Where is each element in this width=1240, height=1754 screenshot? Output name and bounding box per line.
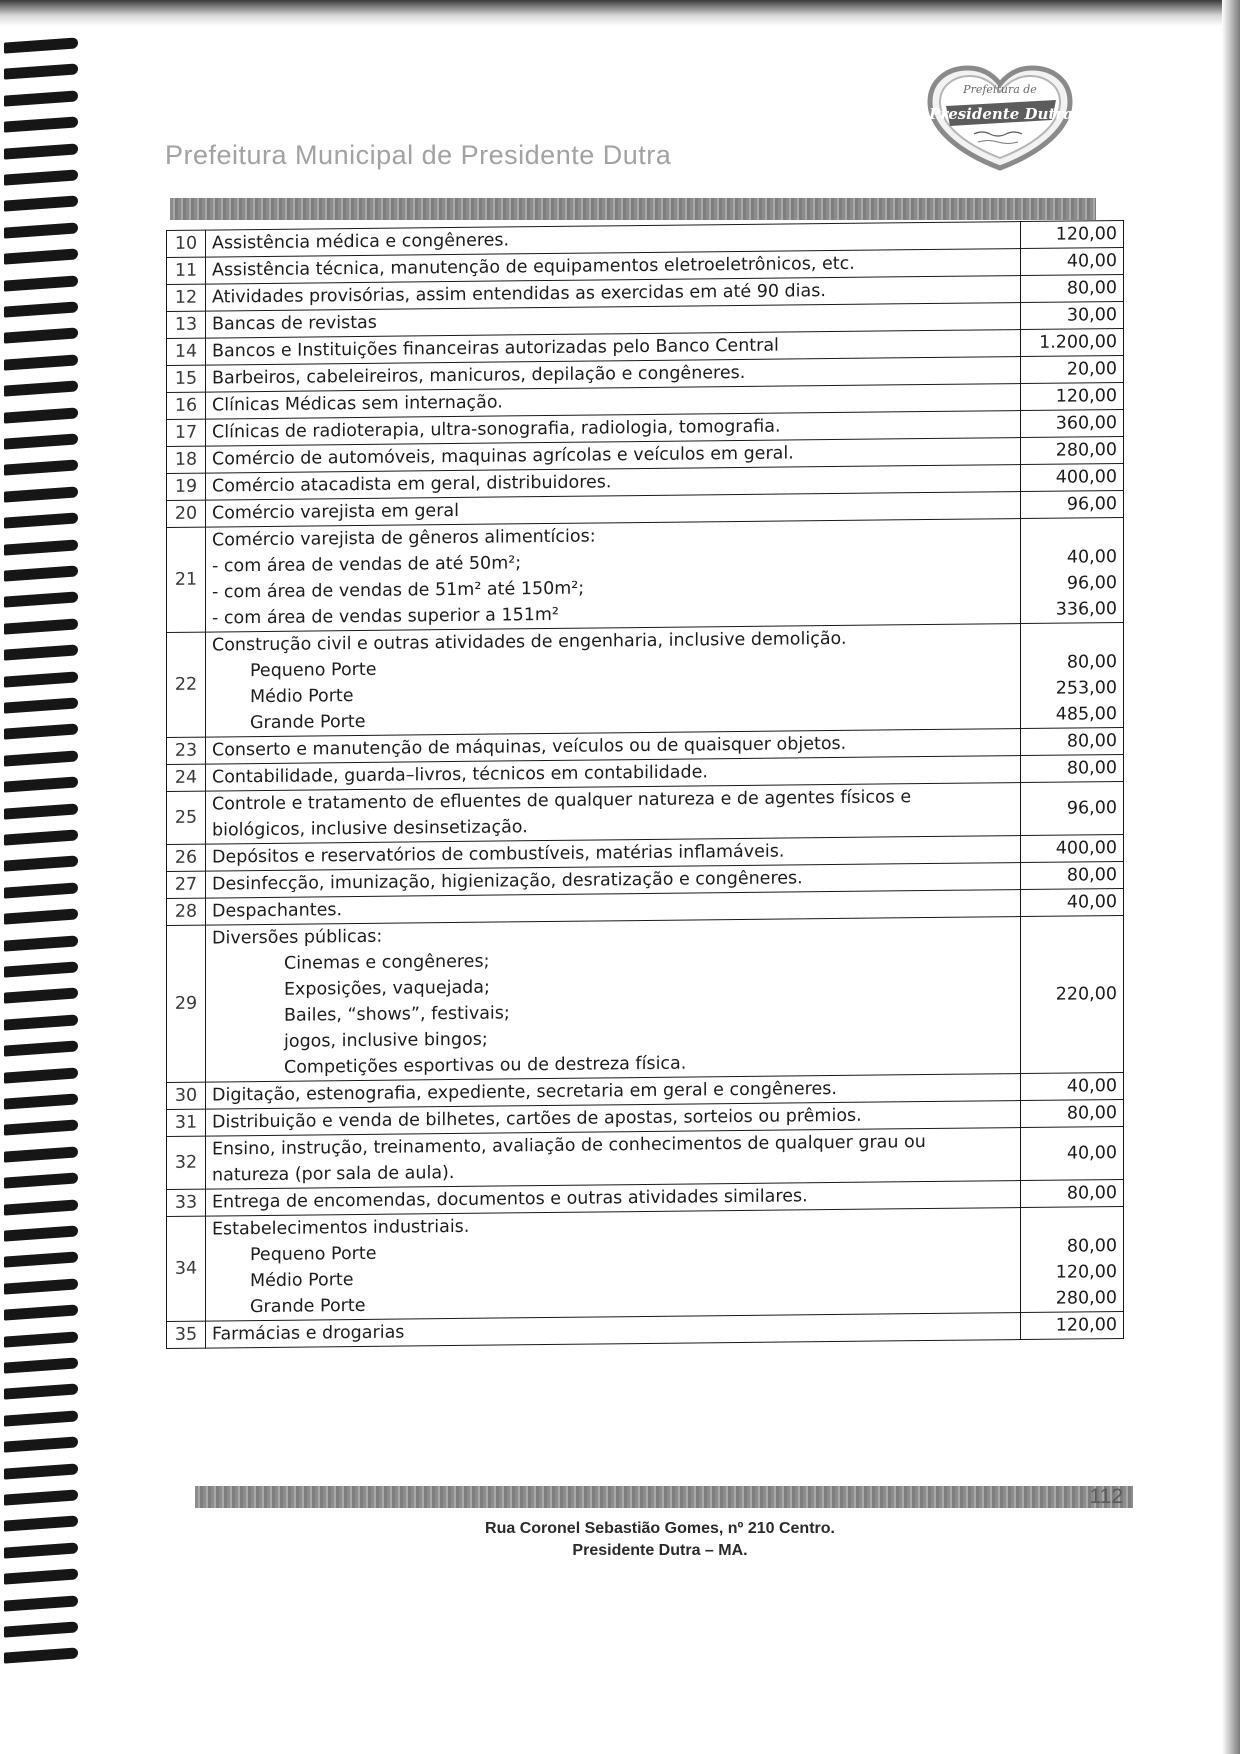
binding-coil bbox=[4, 539, 78, 555]
binding-coil bbox=[4, 1595, 78, 1611]
table-row bbox=[167, 1206, 1124, 1321]
binding-coil bbox=[4, 328, 78, 344]
binding-coil bbox=[4, 1067, 78, 1083]
binding-coil bbox=[4, 37, 78, 53]
fee-amount: 40,00 bbox=[1066, 1143, 1117, 1164]
fee-amount: 30,00 bbox=[1066, 305, 1117, 326]
binding-coil bbox=[4, 1305, 78, 1321]
binding-coil bbox=[4, 618, 78, 634]
binding-coil bbox=[4, 645, 78, 661]
activity-title: Clínicas Médicas sem internação. bbox=[212, 392, 503, 416]
municipal-logo bbox=[924, 62, 1076, 174]
row-number: 21 bbox=[167, 527, 206, 632]
binding-coil bbox=[4, 988, 78, 1004]
activity-title: Bancas de revistas bbox=[212, 312, 377, 335]
activity-title: Diversões públicas: bbox=[212, 926, 383, 949]
fee-value bbox=[1021, 1179, 1124, 1207]
activity-subitem: jogos, inclusive bingos; bbox=[284, 1029, 488, 1052]
fee-value bbox=[1021, 1126, 1124, 1180]
binding-coil bbox=[4, 433, 78, 449]
binding-coil bbox=[4, 169, 78, 185]
binding-coil bbox=[4, 1199, 78, 1215]
page-right-shadow bbox=[1222, 0, 1240, 1754]
activity-title: Comércio de automóveis, maquinas agrícolas e veículos em geral. bbox=[212, 443, 794, 470]
fee-amount: 1.200,00 bbox=[1039, 332, 1117, 353]
activity-subitem: Exposições, vaquejada; bbox=[284, 977, 490, 1000]
fee-value bbox=[1021, 754, 1124, 782]
fee-amount: 400,00 bbox=[1055, 467, 1117, 488]
footer-address: Rua Coronel Sebastião Gomes, nº 210 Centro. bbox=[485, 1520, 835, 1537]
activity-title: Construção civil e outras atividades de engenharia, inclusive demolição. bbox=[212, 628, 847, 656]
fee-amount: 96,00 bbox=[1066, 573, 1117, 594]
row-number: 24 bbox=[167, 764, 206, 791]
table-row bbox=[167, 517, 1124, 632]
activity-title: Comércio atacadista em geral, distribuidores. bbox=[212, 472, 612, 497]
binding-coil bbox=[4, 671, 78, 687]
fee-value bbox=[1021, 861, 1124, 889]
binding-coil bbox=[4, 407, 78, 423]
fee-amount: 80,00 bbox=[1066, 1236, 1117, 1257]
fee-value bbox=[1021, 834, 1124, 862]
row-number: 17 bbox=[167, 419, 206, 446]
binding-coil bbox=[4, 513, 78, 529]
row-number: 18 bbox=[167, 446, 206, 473]
activity-title: Contabilidade, guarda–livros, técnicos em contabilidade. bbox=[212, 762, 708, 788]
binding-coil bbox=[4, 143, 78, 159]
activity-subitem: Grande Porte bbox=[250, 711, 366, 734]
row-number: 35 bbox=[167, 1321, 206, 1348]
fee-amount: 280,00 bbox=[1055, 440, 1117, 461]
binding-coil bbox=[4, 1331, 78, 1347]
activity-subitem: - com área de vendas de 51m² até 150m²; bbox=[212, 578, 585, 603]
activity-description bbox=[206, 519, 1021, 633]
spiral-binding bbox=[4, 40, 84, 1680]
value-spacer bbox=[1025, 518, 1117, 545]
fee-table bbox=[166, 220, 1124, 1349]
fee-amount: 280,00 bbox=[1055, 1288, 1117, 1309]
footer-band bbox=[195, 1486, 1133, 1508]
binding-coil bbox=[4, 196, 78, 212]
fee-amount: 120,00 bbox=[1055, 224, 1117, 245]
activity-description bbox=[206, 917, 1021, 1083]
row-number: 20 bbox=[167, 500, 206, 527]
binding-coil bbox=[4, 697, 78, 713]
binding-coil bbox=[4, 750, 78, 766]
activity-title: Estabelecimentos industriais. bbox=[212, 1216, 470, 1240]
binding-coil bbox=[4, 1225, 78, 1241]
fee-amount: 80,00 bbox=[1066, 731, 1117, 752]
activity-subitem: Médio Porte bbox=[250, 1270, 354, 1292]
activity-title: Ensino, instrução, treinamento, avaliação de conhecimentos de qualquer grau ou bbox=[212, 1132, 926, 1160]
binding-coil bbox=[4, 1146, 78, 1162]
activity-title: Barbeiros, cabeleireiros, manicuros, depilação e congêneres. bbox=[212, 362, 746, 389]
binding-coil bbox=[4, 486, 78, 502]
fee-value bbox=[1021, 727, 1124, 755]
activity-title: Depósitos e reservatórios de combustíveis, matérias inflamáveis. bbox=[212, 841, 785, 868]
row-number: 14 bbox=[167, 338, 206, 365]
activity-title: Comércio varejista de gêneros alimentícios: bbox=[212, 526, 596, 551]
fee-value bbox=[1021, 409, 1124, 437]
fee-value bbox=[1021, 382, 1124, 410]
activity-title: Atividades provisórias, assim entendidas as exercidas em até 90 dias. bbox=[212, 281, 826, 308]
fee-amount: 220,00 bbox=[1055, 984, 1117, 1005]
fee-value bbox=[1021, 517, 1124, 623]
table-row bbox=[167, 622, 1124, 737]
activity-subitem: biológicos, inclusive desinsetização. bbox=[212, 817, 528, 841]
binding-coil bbox=[4, 1120, 78, 1136]
activity-title: Desinfecção, imunização, higienização, desratização e congêneres. bbox=[212, 868, 803, 895]
activity-title: Clínicas de radioterapia, ultra-sonografia, radiologia, tomografia. bbox=[212, 416, 781, 443]
activity-subitem: natureza (por sala de aula). bbox=[212, 1162, 455, 1186]
row-number: 12 bbox=[167, 284, 206, 311]
binding-coil bbox=[4, 64, 78, 80]
fee-amount: 80,00 bbox=[1066, 1183, 1117, 1204]
activity-subitem: - com área de vendas superior a 151m² bbox=[212, 604, 559, 629]
binding-coil bbox=[4, 909, 78, 925]
row-number: 25 bbox=[167, 791, 206, 844]
fee-amount: 360,00 bbox=[1055, 413, 1117, 434]
value-spacer bbox=[1025, 623, 1117, 650]
row-number: 27 bbox=[167, 871, 206, 898]
binding-coil bbox=[4, 882, 78, 898]
activity-title: Despachantes. bbox=[212, 900, 343, 922]
binding-coil bbox=[4, 381, 78, 397]
fee-amount: 120,00 bbox=[1055, 386, 1117, 407]
binding-coil bbox=[4, 460, 78, 476]
fee-amount: 40,00 bbox=[1066, 892, 1117, 913]
activity-description bbox=[206, 1128, 1021, 1190]
fee-value bbox=[1021, 622, 1124, 728]
binding-coil bbox=[4, 249, 78, 265]
activity-subitem: Cinemas e congêneres; bbox=[284, 951, 490, 974]
activity-description bbox=[206, 624, 1021, 738]
svg-text:Presidente Dutra: Presidente Dutra bbox=[929, 105, 1073, 123]
fee-value bbox=[1021, 301, 1124, 329]
table-row bbox=[167, 915, 1124, 1082]
fee-value bbox=[1021, 247, 1124, 275]
fee-amount: 400,00 bbox=[1055, 838, 1117, 859]
binding-coil bbox=[4, 724, 78, 740]
fee-value bbox=[1021, 328, 1124, 356]
binding-coil bbox=[4, 1621, 78, 1637]
binding-coil bbox=[4, 1384, 78, 1400]
fee-amount: 40,00 bbox=[1066, 1076, 1117, 1097]
binding-coil bbox=[4, 1648, 78, 1664]
fee-value bbox=[1021, 1072, 1124, 1100]
binding-coil bbox=[4, 1278, 78, 1294]
header-band bbox=[170, 198, 1096, 220]
svg-text:Prefeitura de: Prefeitura de bbox=[963, 83, 1037, 96]
row-number: 13 bbox=[167, 311, 206, 338]
fee-amount: 20,00 bbox=[1066, 359, 1117, 380]
row-number: 26 bbox=[167, 844, 206, 871]
page-title: Prefeitura Municipal de Presidente Dutra bbox=[165, 140, 672, 170]
fee-value bbox=[1021, 888, 1124, 916]
activity-title: Comércio varejista em geral bbox=[212, 500, 459, 524]
fee-value bbox=[1021, 1099, 1124, 1127]
binding-coil bbox=[4, 117, 78, 133]
activity-subitem: - com área de vendas de até 50m²; bbox=[212, 553, 522, 577]
fee-amount: 80,00 bbox=[1066, 758, 1117, 779]
activity-subitem: Grande Porte bbox=[250, 1295, 366, 1318]
binding-coil bbox=[4, 222, 78, 238]
fee-amount: 336,00 bbox=[1055, 599, 1117, 620]
row-number: 34 bbox=[167, 1216, 206, 1321]
activity-description bbox=[206, 783, 1021, 845]
row-number: 22 bbox=[167, 632, 206, 737]
binding-coil bbox=[4, 1569, 78, 1585]
fee-value bbox=[1021, 781, 1124, 835]
fee-amount: 485,00 bbox=[1055, 704, 1117, 725]
fee-amount: 80,00 bbox=[1066, 1103, 1117, 1124]
binding-coil bbox=[4, 803, 78, 819]
binding-coil bbox=[4, 829, 78, 845]
fee-value bbox=[1021, 355, 1124, 383]
row-number: 10 bbox=[167, 230, 206, 257]
activity-subitem: Pequeno Porte bbox=[250, 1243, 377, 1266]
fee-value bbox=[1021, 463, 1124, 491]
fee-amount: 96,00 bbox=[1066, 494, 1117, 515]
binding-coil bbox=[4, 1516, 78, 1532]
binding-coil bbox=[4, 1463, 78, 1479]
row-number: 11 bbox=[167, 257, 206, 284]
fee-amount: 120,00 bbox=[1055, 1262, 1117, 1283]
binding-coil bbox=[4, 90, 78, 106]
row-number: 33 bbox=[167, 1189, 206, 1216]
activity-subitem: Médio Porte bbox=[250, 686, 354, 708]
binding-coil bbox=[4, 1014, 78, 1030]
activity-title: Controle e tratamento de efluentes de qualquer natureza e de agentes físicos e bbox=[212, 787, 912, 815]
binding-coil bbox=[4, 1542, 78, 1558]
binding-coil bbox=[4, 777, 78, 793]
activity-subitem: Bailes, “shows”, festivais; bbox=[284, 1003, 510, 1026]
fee-amount: 40,00 bbox=[1066, 547, 1117, 568]
binding-coil bbox=[4, 275, 78, 291]
binding-coil bbox=[4, 856, 78, 872]
row-number: 32 bbox=[167, 1136, 206, 1189]
activity-title: Entrega de encomendas, documentos e outras atividades similares. bbox=[212, 1186, 808, 1213]
activity-title: Conserto e manutenção de máquinas, veículos ou de quaisquer objetos. bbox=[212, 733, 847, 761]
row-number: 31 bbox=[167, 1109, 206, 1136]
activity-title: Bancos e Instituições financeiras autorizadas pelo Banco Central bbox=[212, 335, 779, 362]
activity-title: Assistência médica e congêneres. bbox=[212, 230, 510, 254]
binding-coil bbox=[4, 1041, 78, 1057]
fee-amount: 253,00 bbox=[1055, 678, 1117, 699]
binding-coil bbox=[4, 565, 78, 581]
binding-coil bbox=[4, 1410, 78, 1426]
row-number: 30 bbox=[167, 1082, 206, 1109]
binding-coil bbox=[4, 1252, 78, 1268]
fee-value bbox=[1021, 436, 1124, 464]
fee-amount: 80,00 bbox=[1066, 865, 1117, 886]
fee-amount: 80,00 bbox=[1066, 652, 1117, 673]
row-number: 16 bbox=[167, 392, 206, 419]
activity-subitem: Pequeno Porte bbox=[250, 659, 377, 682]
activity-subitem: Competições esportivas ou de destreza física. bbox=[284, 1053, 687, 1078]
binding-coil bbox=[4, 592, 78, 608]
row-number: 29 bbox=[167, 925, 206, 1082]
fee-value bbox=[1021, 490, 1124, 518]
row-number: 28 bbox=[167, 898, 206, 925]
fee-amount: 80,00 bbox=[1066, 278, 1117, 299]
fee-value bbox=[1021, 915, 1124, 1073]
footer-city: Presidente Dutra – MA. bbox=[572, 1542, 748, 1559]
fee-amount: 40,00 bbox=[1066, 251, 1117, 272]
binding-coil bbox=[4, 1437, 78, 1453]
fee-value bbox=[1021, 274, 1124, 302]
binding-coil bbox=[4, 354, 78, 370]
activity-description bbox=[206, 1208, 1021, 1322]
value-spacer bbox=[1025, 1207, 1117, 1234]
row-number: 23 bbox=[167, 737, 206, 764]
activity-title: Digitação, estenografia, expediente, secretaria em geral e congêneres. bbox=[212, 1078, 837, 1106]
page-top-shadow bbox=[0, 0, 1240, 26]
row-number: 19 bbox=[167, 473, 206, 500]
fee-amount: 120,00 bbox=[1055, 1315, 1117, 1336]
binding-coil bbox=[4, 1357, 78, 1373]
binding-coil bbox=[4, 961, 78, 977]
row-number: 15 bbox=[167, 365, 206, 392]
activity-title: Distribuição e venda de bilhetes, cartões de apostas, sorteios ou prêmios. bbox=[212, 1105, 862, 1133]
fee-value bbox=[1021, 220, 1124, 248]
activity-title: Farmácias e drogarias bbox=[212, 1322, 405, 1345]
fee-value bbox=[1021, 1311, 1124, 1339]
binding-coil bbox=[4, 1173, 78, 1189]
page-number: 112 bbox=[1089, 1485, 1123, 1508]
binding-coil bbox=[4, 1489, 78, 1505]
binding-coil bbox=[4, 935, 78, 951]
activity-title: Assistência técnica, manutenção de equipamentos eletroeletrônicos, etc. bbox=[212, 253, 855, 281]
binding-coil bbox=[4, 301, 78, 317]
fee-amount: 96,00 bbox=[1066, 798, 1117, 819]
binding-coil bbox=[4, 1093, 78, 1109]
fee-value bbox=[1021, 1206, 1124, 1312]
